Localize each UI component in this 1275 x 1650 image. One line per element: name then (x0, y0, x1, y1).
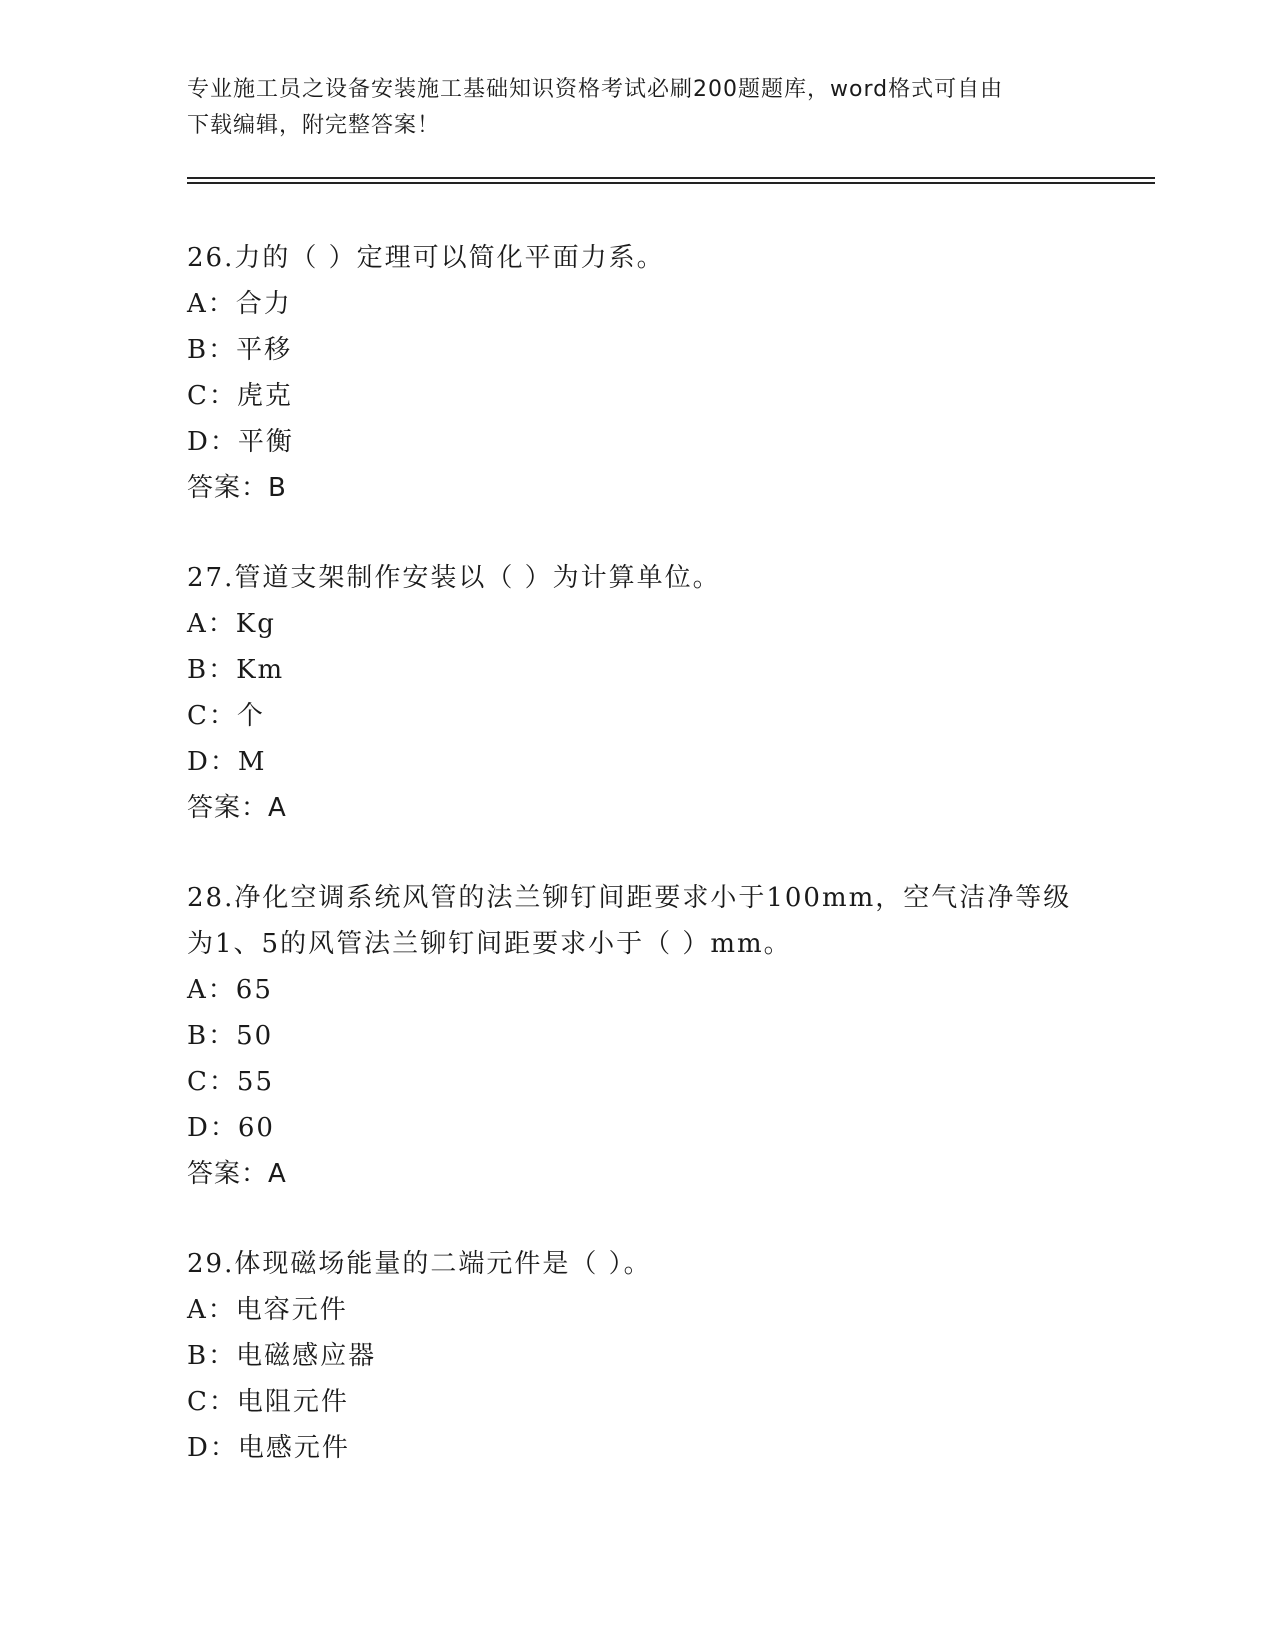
option-text: 65 (235, 975, 273, 1005)
option-text: 虎克 (236, 381, 293, 411)
option-b (187, 327, 1087, 373)
option-a (187, 281, 1087, 327)
option-key: C： (187, 381, 237, 411)
document-header (187, 72, 1077, 144)
option-text: Km (236, 655, 285, 685)
question-28 (187, 875, 1087, 1197)
option-text: 60 (237, 1113, 275, 1143)
option-a (187, 1287, 1087, 1333)
option-d (187, 1105, 1087, 1151)
header-line-2: 下载编辑，附完整答案！ (187, 113, 441, 138)
option-key: D： (187, 1433, 238, 1463)
option-key: C： (187, 701, 237, 731)
option-key: C： (187, 1067, 237, 1097)
option-key: B： (187, 655, 237, 685)
option-text: Kg (235, 609, 276, 639)
question-29 (187, 1241, 1087, 1471)
question-list (187, 235, 1087, 1515)
answer-line: 答案：B (187, 473, 287, 503)
option-text: 电感元件 (237, 1433, 350, 1463)
question-stem: 26.力的（ ）定理可以简化平面力系。 (187, 243, 665, 273)
header-line-1: 专业施工员之设备安装施工基础知识资格考试必刷200题题库，word格式可自由 (187, 77, 1004, 102)
option-text: 电容元件 (235, 1295, 348, 1325)
option-d (187, 419, 1087, 465)
option-text: 电磁感应器 (236, 1341, 377, 1371)
answer-line: 答案：A (187, 793, 287, 823)
option-text: 55 (236, 1067, 274, 1097)
question-stem-line-1: 28.净化空调系统风管的法兰铆钉间距要求小于100mm，空气洁净等级 (187, 883, 1072, 913)
option-b (187, 1333, 1087, 1379)
option-a (187, 601, 1087, 647)
question-stem: 29.体现磁场能量的二端元件是（ ）。 (187, 1249, 652, 1279)
option-d (187, 739, 1087, 785)
option-c (187, 1059, 1087, 1105)
option-c (187, 1379, 1087, 1425)
option-key: B： (187, 1021, 237, 1051)
option-b (187, 1013, 1087, 1059)
option-key: D： (187, 427, 238, 457)
option-b (187, 647, 1087, 693)
option-key: D： (187, 747, 238, 777)
option-key: A： (187, 975, 236, 1005)
question-27 (187, 555, 1087, 831)
option-key: D： (187, 1113, 238, 1143)
question-stem-line-2: 为1、5的风管法兰铆钉间距要求小于（ ）mm。 (187, 929, 792, 959)
option-key: C： (187, 1387, 237, 1417)
option-a (187, 967, 1087, 1013)
answer-line: 答案：A (187, 1159, 287, 1189)
question-stem: 27.管道支架制作安装以（ ）为计算单位。 (187, 563, 721, 593)
option-text: 个 (236, 701, 265, 731)
option-text: 电阻元件 (236, 1387, 349, 1417)
option-c (187, 373, 1087, 419)
header-divider-bottom (187, 182, 1155, 184)
option-key: A： (187, 1295, 236, 1325)
option-text: 合力 (235, 289, 292, 319)
option-text: 平衡 (237, 427, 294, 457)
option-key: A： (187, 289, 236, 319)
option-d (187, 1425, 1087, 1471)
option-c (187, 693, 1087, 739)
option-key: B： (187, 1341, 237, 1371)
header-divider-top (187, 177, 1155, 179)
question-26 (187, 235, 1087, 511)
option-key: B： (187, 335, 237, 365)
option-key: A： (187, 609, 236, 639)
option-text: M (237, 747, 267, 777)
option-text: 50 (236, 1021, 274, 1051)
option-text: 平移 (236, 335, 293, 365)
